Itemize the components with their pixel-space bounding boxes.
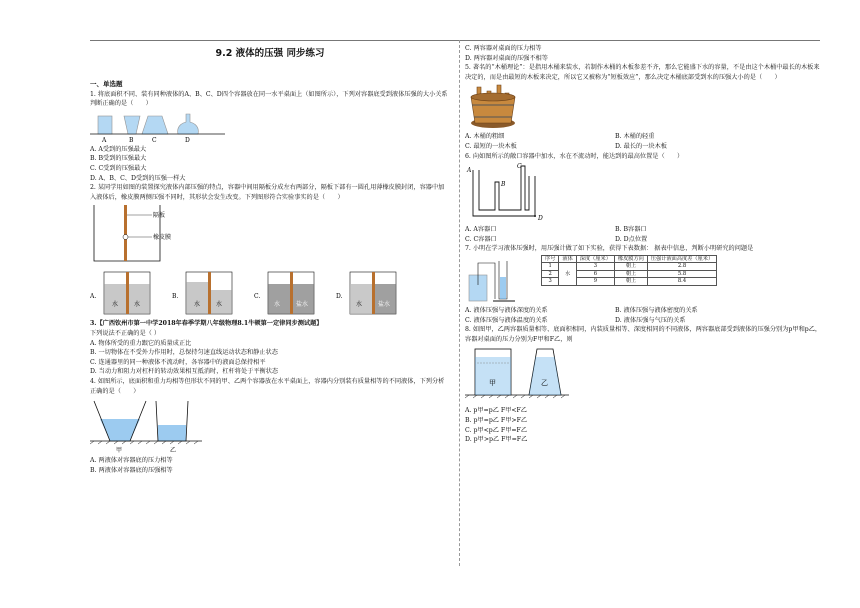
q7-text: 7. 小明在学习液体压强时，用压强计做了如下实验，获得下表数据： 据表中信息，判断小明研究的问题是 — [465, 245, 754, 253]
q7-options-row2 — [465, 316, 825, 326]
q4-label-yi: 乙 — [170, 447, 177, 455]
q8-figure — [465, 345, 825, 405]
q5-option-c: C. 最短的一块木板 — [465, 142, 517, 150]
q7-cell: 3 — [542, 278, 559, 286]
q1-option-d: D. A、B、C、D受到的压强一样大 — [90, 174, 186, 182]
q5-text: 5. 著名的“木桶理论”：是指用木桶来装水，若制作木桶的木板参差不齐，那么它能盛下水的容量，不是由这个木桶中最长的木板来决定的，而是由最短的木板来决定，所以它又被称为“短板效应”，那么决定木桶底部受到水的压强大小的是（ ） — [465, 64, 820, 81]
q2-choices-figure — [90, 266, 450, 318]
q3-subtext: 下列说法不正确的是（ ） — [90, 329, 161, 337]
q1-label-d: D — [185, 136, 190, 144]
q7-figure-row — [465, 255, 825, 305]
q7-option-b: B. 液体压强与液体密度的关系 — [615, 306, 698, 314]
q3-text: 3.【广西钦州市第一中学2018年春季学期八年级物理8.1牛顿第一定律同步测试题】 — [90, 320, 323, 328]
q6-option-b: B. B容器口 — [615, 226, 647, 234]
q7-manometer-figure — [465, 255, 521, 305]
section-heading: 一、单选题 — [90, 80, 123, 88]
q8-option-b: B. p甲=p乙 F甲>F乙 — [465, 416, 528, 424]
q2-choice-d: D. — [336, 293, 343, 301]
q6-label-c: C — [517, 163, 522, 171]
q7-cell: 1 — [542, 263, 559, 271]
q7-data-table — [541, 255, 717, 286]
q4-text: 4. 如图所示，底面积和重力均相等但形状不同的甲、乙两个容器放在水平桌面上，容器内分别装有质量相等的不同液体，下列分析正确的是（ ） — [90, 377, 445, 395]
q8-label-yi: 乙 — [541, 379, 548, 388]
q7-header-cell: 橡皮膜方向 — [614, 255, 647, 263]
q5-option-b: B. 木桶的轻重 — [615, 133, 655, 141]
q2-apparatus-figure — [90, 203, 450, 265]
q3-option-c: C. 连通器里的同一种液体不流动时，各容器中的液面总保持相平 — [90, 358, 266, 366]
q6-option-d: D. D点位置 — [615, 235, 648, 243]
q2-membrane-label: 橡皮膜 — [153, 234, 172, 242]
q4-label-jia: 甲 — [116, 447, 123, 455]
q6-label-a: A — [467, 167, 472, 175]
q6-options-row2 — [465, 235, 825, 245]
q2-c-right-liquid: 盐水 — [296, 301, 309, 309]
q1-text: 1. 将底面积不同、装有同种液体的A、B、C、D四个容器放在同一水平桌面上（如图所示），下列对容器底受到液体压强的大小关系判断正确的是（ ） — [90, 90, 448, 108]
q4-option-a: A. 两液体对容器底的压力相等 — [90, 457, 173, 465]
q7-cell: 5.8 — [647, 270, 716, 278]
q1-label-b: B — [129, 136, 134, 144]
q1-figure — [90, 110, 450, 144]
q1-option-a: A. A受到的压强最大 — [90, 145, 147, 153]
q6-label-b: B — [501, 181, 506, 189]
q2-partition-label: 隔板 — [153, 212, 166, 220]
q6-option-a: A. A容器口 — [465, 226, 497, 234]
q5-option-a: A. 木桶的粗细 — [465, 133, 505, 141]
top-rule — [90, 40, 820, 41]
q8-option-d: D. p甲>p乙 F甲=F乙 — [465, 436, 528, 444]
q2-choice-c: C. — [254, 293, 261, 301]
q7-cell: 3 — [576, 263, 614, 271]
q6-figure — [465, 162, 825, 224]
q7-cell: 朝上 — [614, 263, 647, 271]
q1-option-b: B. B受到的压强最大 — [90, 155, 147, 163]
q7-header-cell: 深度（厘米） — [576, 255, 614, 263]
q7-cell: 朝上 — [614, 270, 647, 278]
q6-options-row1 — [465, 225, 825, 235]
q4-option-c: C. 两容器对桌面的压力相等 — [465, 45, 542, 52]
q7-cell: 朝上 — [614, 278, 647, 286]
q3-option-a: A. 物体所受的重力跟它的质量成正比 — [90, 339, 192, 347]
q7-cell: 水 — [559, 263, 576, 286]
q7-option-a: A. 液体压强与液体深度的关系 — [465, 306, 548, 314]
q7-option-c: C. 液体压强与液体温度的关系 — [465, 316, 548, 324]
q7-cell: 9 — [576, 278, 614, 286]
q7-cell: 8.4 — [647, 278, 716, 286]
right-column — [465, 44, 825, 445]
q4-option-b: B. 两液体对容器底的压强相等 — [90, 466, 173, 474]
q4-option-d: D. 两容器对桌面的压强不相等 — [465, 54, 548, 62]
q1-label-a: A — [102, 136, 107, 144]
q5-option-d: D. 最长的一块木板 — [615, 142, 667, 150]
q5-barrel-figure — [465, 83, 825, 131]
q7-header-cell: 序号 — [542, 255, 559, 263]
q8-label-jia: 甲 — [489, 379, 496, 388]
q2-text: 2. 某同学用如图的装置探究液体内部压强的特点，容器中间用隔板分成左右两部分，隔板下部有一圆孔用薄橡皮膜封闭，容器中加入液体后，橡皮膜两侧压强不同时，其形状会发生改变。下列图形符合实验事实的是（ ） — [90, 184, 445, 201]
q6-text: 6. 向如图所示的敞口容器中加水，水在不流动时，能达到的最高位置是（ ） — [465, 152, 684, 160]
q1-label-c: C — [152, 136, 157, 144]
q2-d-left-liquid: 水 — [356, 301, 363, 309]
q2-b-left-liquid: 水 — [194, 301, 201, 309]
q7-cell: 2 — [542, 270, 559, 278]
q5-options-row1 — [465, 132, 825, 142]
q8-text: 8. 如图甲，乙两容器质量相等、底面积相同，内装质量相等、深度相同的不同液体，两容器底部受到液体的压强分别为p甲和p乙，容器对桌面的压力分别为F甲和F乙，则 — [465, 326, 822, 343]
q7-cell: 2.8 — [647, 263, 716, 271]
q7-options-row1 — [465, 306, 825, 316]
q7-option-d: D. 液体压强与气压的关系 — [615, 316, 686, 324]
q2-d-right-liquid: 盐水 — [378, 301, 391, 309]
q3-option-b: B. 一切物体在不受外力作用时，总保持匀速直线运动状态和静止状态 — [90, 349, 278, 357]
q7-cell: 6 — [576, 270, 614, 278]
q7-header-cell: 压强计液面高度差（厘米） — [647, 255, 716, 263]
q6-label-d: D — [538, 215, 543, 223]
q6-option-c: C. C容器口 — [465, 235, 497, 243]
q2-a-left-liquid: 水 — [112, 301, 119, 309]
column-divider — [459, 40, 460, 566]
q2-b-right-liquid: 水 — [216, 301, 223, 309]
q2-a-right-liquid: 水 — [134, 301, 141, 309]
q2-choice-b: B. — [172, 293, 179, 301]
q3-option-d: D. 当动力和阻力对杠杆的转动效果相互抵消时，杠杆将处于平衡状态 — [90, 368, 279, 376]
q4-figure — [90, 397, 450, 455]
q8-option-a: A. p甲=p乙 F甲<F乙 — [465, 407, 527, 415]
table-row — [542, 263, 717, 271]
q7-header-cell: 液体 — [559, 255, 576, 263]
q8-option-c: C. p甲<p乙 F甲=F乙 — [465, 426, 528, 434]
page-title: 9.2 液体的压强 同步练习 — [215, 48, 325, 59]
q5-options-row2 — [465, 142, 825, 152]
left-column — [90, 44, 450, 475]
q2-c-left-liquid: 水 — [274, 301, 281, 309]
q1-option-c: C. C受到的压强最大 — [90, 164, 147, 172]
q2-choice-a: A. — [90, 293, 97, 301]
